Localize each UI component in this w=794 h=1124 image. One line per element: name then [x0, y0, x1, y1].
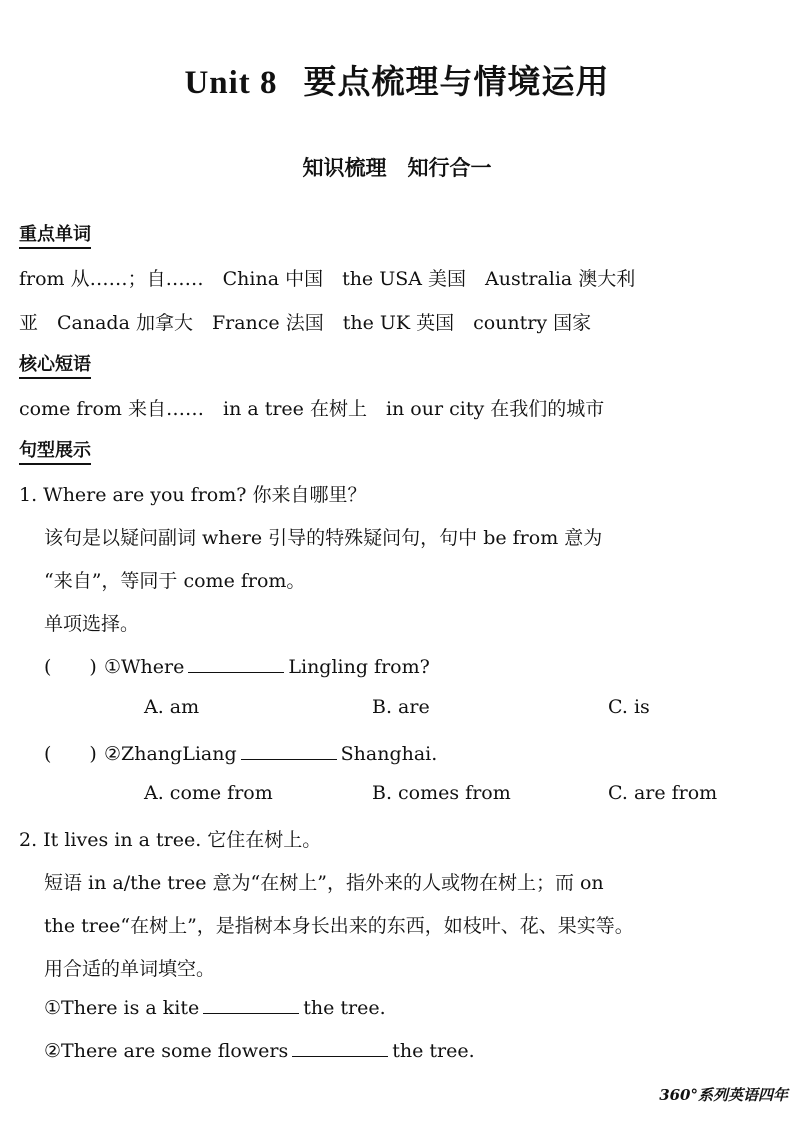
words-line-2: 亚 Canada 加拿大 France 法国 the UK 英国 country 国家 [19, 312, 592, 334]
fill-2-post: the tree. [392, 1040, 475, 1062]
fill-2-pre: ②There are some flowers [44, 1040, 289, 1062]
title-text: 要点梳理与情境运用 [303, 62, 610, 101]
blank-f2[interactable] [292, 1040, 388, 1057]
phrases-line-1: come from 来自…… in a tree 在树上 in our city 在我们的城市 [19, 398, 605, 420]
explain-1-line-2: “来自”，等同于 come from。 [44, 570, 306, 592]
q1-option-b: B. are [372, 696, 430, 718]
fill-1 [44, 997, 386, 1019]
question-2-post: Shanghai. [340, 743, 438, 765]
q1-option-a: A. am [144, 696, 200, 718]
fill-2 [44, 1040, 475, 1062]
fill-1-post: the tree. [303, 997, 386, 1019]
section-subtitle: 知识梳理 知行合一 [302, 156, 492, 180]
task-2: 用合适的单词填空。 [44, 958, 216, 980]
sentence-2: 2. It lives in a tree. 它住在树上。 [19, 829, 322, 851]
page-footer: 360°系列英语四年 [659, 1086, 788, 1104]
unit-label: Unit 8 [184, 65, 278, 101]
q1-option-c: C. is [608, 696, 650, 718]
sentence-1: 1. Where are you from? 你来自哪里？ [19, 484, 367, 506]
question-2-pre: ②ZhangLiang [104, 743, 237, 765]
q2-option-a: A. come from [144, 782, 273, 804]
answer-paren-2[interactable]: ( ) [44, 743, 97, 765]
heading-key-phrases: 核心短语 [19, 350, 91, 379]
blank-q1[interactable] [188, 656, 284, 673]
question-2 [44, 739, 437, 766]
explain-2-line-1: 短语 in a/the tree 意为“在树上”，指外来的人或物在树上；而 on [44, 872, 604, 894]
question-1-pre: ①Where [104, 656, 185, 678]
question-1 [44, 652, 430, 679]
heading-key-words: 重点单词 [19, 220, 91, 249]
explain-1-line-1: 该句是以疑问副词 where 引导的特殊疑问句，句中 be from 意为 [44, 527, 603, 549]
q2-option-c: C. are from [608, 782, 718, 804]
words-line-1: from 从……；自…… China 中国 the USA 美国 Australia 澳大利 [19, 268, 636, 290]
explain-2-line-2: the tree“在树上”，是指树本身长出来的东西，如枝叶、花、果实等。 [44, 915, 634, 937]
task-1: 单项选择。 [44, 613, 140, 635]
fill-1-pre: ①There is a kite [44, 997, 200, 1019]
heading-sentence-patterns: 句型展示 [19, 436, 91, 465]
answer-paren-1[interactable]: ( ) [44, 656, 97, 678]
question-1-post: Lingling from? [288, 656, 430, 678]
blank-q2[interactable] [241, 743, 337, 760]
page-title [0, 56, 794, 103]
blank-f1[interactable] [203, 997, 299, 1014]
q2-option-b: B. comes from [372, 782, 511, 804]
